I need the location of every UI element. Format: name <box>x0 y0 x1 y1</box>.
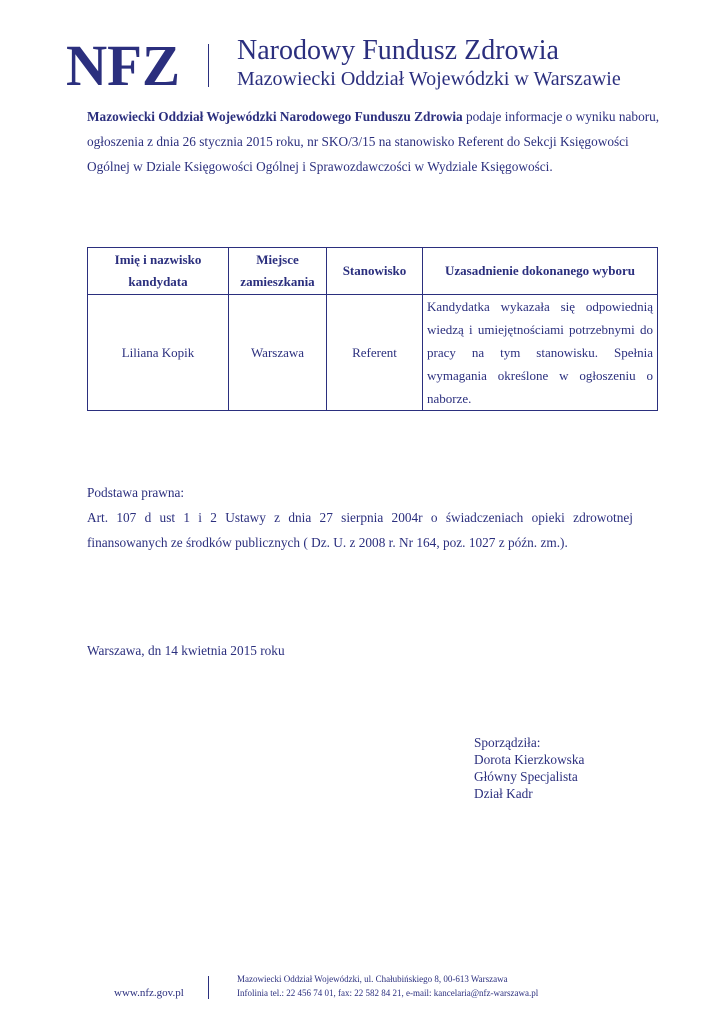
legal-basis <box>87 480 633 555</box>
intro-paragraph <box>87 104 662 179</box>
header-residence: Miejsce zamieszkania <box>229 248 327 295</box>
header-position: Stanowisko <box>327 248 423 295</box>
cell-justification: Kandydatka wykazała się odpowiednią wiedzą i umiejętnościami potrzebnymi do pracy na tym stanowisku. Spełnia wymagania określone w ogłoszeniu o naborze. <box>423 295 658 411</box>
svg-text:NFZ: NFZ <box>66 40 180 90</box>
org-name: Narodowy Fundusz Zdrowia <box>237 35 559 66</box>
prepared-department: Dział Kadr <box>474 786 533 801</box>
legal-heading: Podstawa prawna: <box>87 485 185 500</box>
intro-rest: podaje informacje o wyniku naboru, ogłoszenia z dnia 26 stycznia 2015 roku, nr SKO/3/15 na stanowisko Referent do Sekcji Księgowości Ogólnej w Dziale Księgowości Ogólnej i Sprawozdawczości w Wydziale Księgowości. <box>87 109 660 174</box>
header-name: Imię i nazwisko kandydata <box>88 248 229 295</box>
footer-url[interactable]: www.nfz.gov.pl <box>114 987 184 999</box>
footer-divider <box>208 976 209 999</box>
cell-name: Liliana Kopik <box>88 295 229 411</box>
prepared-by <box>474 734 584 802</box>
table-header-row <box>88 248 658 295</box>
nfz-logo <box>66 40 182 90</box>
intro-bold: Mazowiecki Oddział Wojewódzki Narodowego Funduszu Zdrowia <box>87 109 463 124</box>
header-divider <box>208 44 209 87</box>
cell-position: Referent <box>327 295 423 411</box>
prepared-title: Główny Specjalista <box>474 769 578 784</box>
prepared-label: Sporządziła: <box>474 735 541 750</box>
footer-contacts: Infolinia tel.: 22 456 74 01, fax: 22 582 84 21, e-mail: kancelaria@nfz-warszawa.pl <box>237 988 539 998</box>
cell-residence: Warszawa <box>229 295 327 411</box>
header-justification: Uzasadnienie dokonanego wyboru <box>423 248 658 295</box>
results-table-wrap <box>87 247 657 411</box>
nfz-logo-mark <box>66 40 182 90</box>
date-line: Warszawa, dn 14 kwietnia 2015 roku <box>87 643 285 658</box>
legal-line-1: Art. 107 d ust 1 i 2 Ustawy z dnia 27 sierpnia 2004r o świadczeniach opieki zdrowotnej <box>87 510 633 525</box>
footer-address: Mazowiecki Oddział Wojewódzki, ul. Chałubińskiego 8, 00-613 Warszawa <box>237 974 508 984</box>
table-row <box>88 295 658 411</box>
legal-line-2: finansowanych ze środków publicznych ( Dz. U. z 2008 r. Nr 164, poz. 1027 z późn. zm.). <box>87 535 568 550</box>
results-table <box>87 247 658 411</box>
footer-address-block <box>237 972 538 1000</box>
org-branch: Mazowiecki Oddział Wojewódzki w Warszawie <box>237 68 621 90</box>
prepared-name: Dorota Kierzkowska <box>474 752 585 767</box>
